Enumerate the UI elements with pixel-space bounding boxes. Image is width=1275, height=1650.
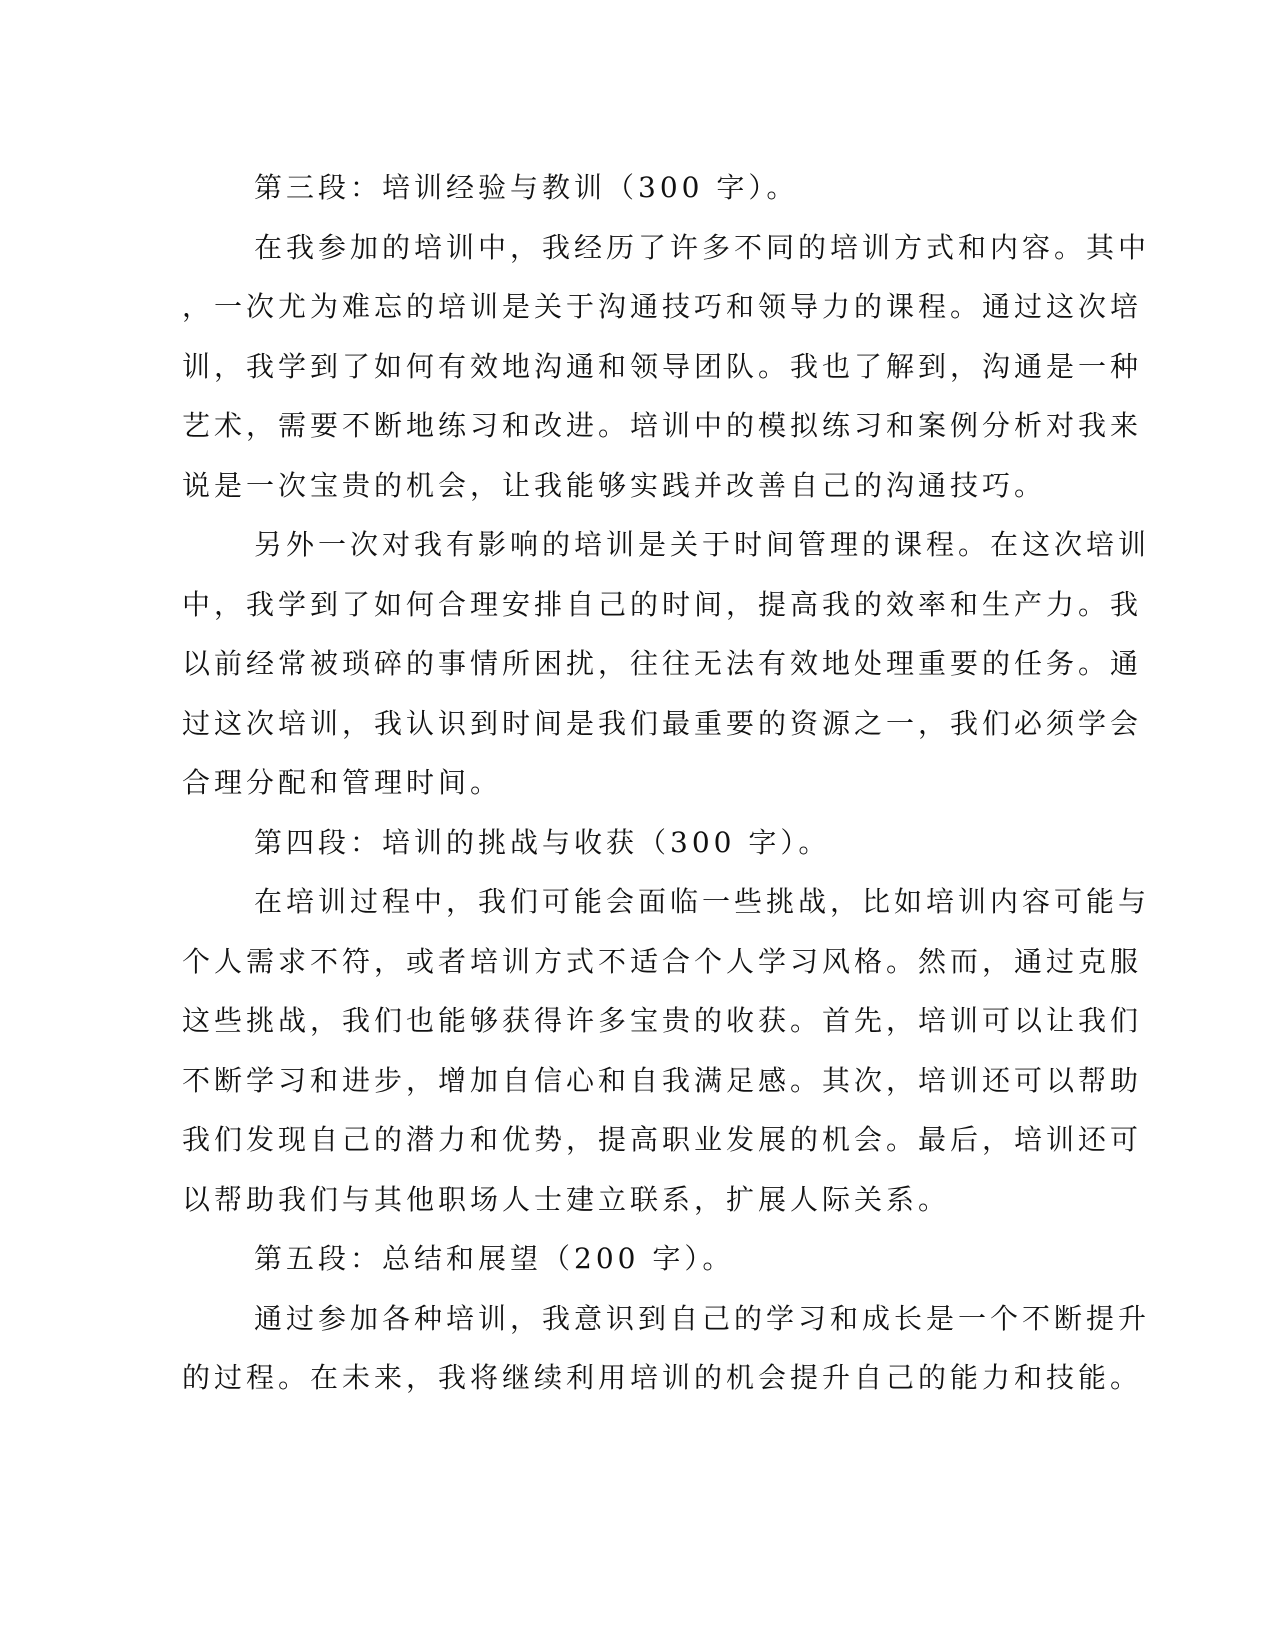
paragraph-line: 过这次培训，我认识到时间是我们最重要的资源之一，我们必须学会 [182,706,1143,740]
paragraph-line: 中，我学到了如何合理安排自己的时间，提高我的效率和生产力。我 [182,587,1143,621]
paragraph-line: 个人需求不符，或者培训方式不适合个人学习风格。然而，通过克服 [182,944,1143,978]
paragraph-line: 在我参加的培训中，我经历了许多不同的培训方式和内容。其中 [254,230,1151,264]
paragraph-line: 合理分配和管理时间。 [182,766,503,799]
paragraph-line: 训，我学到了如何有效地沟通和领导团队。我也了解到，沟通是一种 [182,349,1143,383]
section-heading-4: 第四段：培训的挑战与收获（300 字）。 [254,825,831,859]
paragraph-line: 说是一次宝贵的机会，让我能够实践并改善自己的沟通技巧。 [182,468,1047,502]
paragraph-line: 另外一次对我有影响的培训是关于时间管理的课程。在这次培训 [254,528,1151,561]
paragraph-line: 通过参加各种培训，我意识到自己的学习和成长是一个不断提升 [254,1301,1151,1335]
paragraph-line: 艺术，需要不断地练习和改进。培训中的模拟练习和案例分析对我来 [182,409,1143,442]
paragraph-line: ，一次尤为难忘的培训是关于沟通技巧和领导力的课程。通过这次培 [182,290,1143,323]
paragraph-line: 以帮助我们与其他职场人士建立联系，扩展人际关系。 [182,1182,951,1216]
document-body [182,158,1151,1408]
paragraph-line: 这些挑战，我们也能够获得许多宝贵的收获。首先，培训可以让我们 [182,1004,1143,1037]
paragraph-line: 的过程。在未来，我将继续利用培训的机会提升自己的能力和技能。 [182,1361,1143,1394]
paragraph-line: 以前经常被琐碎的事情所困扰，往往无法有效地处理重要的任务。通 [182,647,1143,680]
section-heading-5: 第五段：总结和展望（200 字）。 [254,1242,735,1275]
paragraph-line: 在培训过程中，我们可能会面临一些挑战，比如培训内容可能与 [254,885,1151,918]
paragraph-line: 我们发现自己的潜力和优势，提高职业发展的机会。最后，培训还可 [182,1123,1143,1156]
section-heading-3: 第三段：培训经验与教训（300 字）。 [254,171,799,204]
paragraph-line: 不断学习和进步，增加自信心和自我满足感。其次，培训还可以帮助 [182,1063,1143,1097]
